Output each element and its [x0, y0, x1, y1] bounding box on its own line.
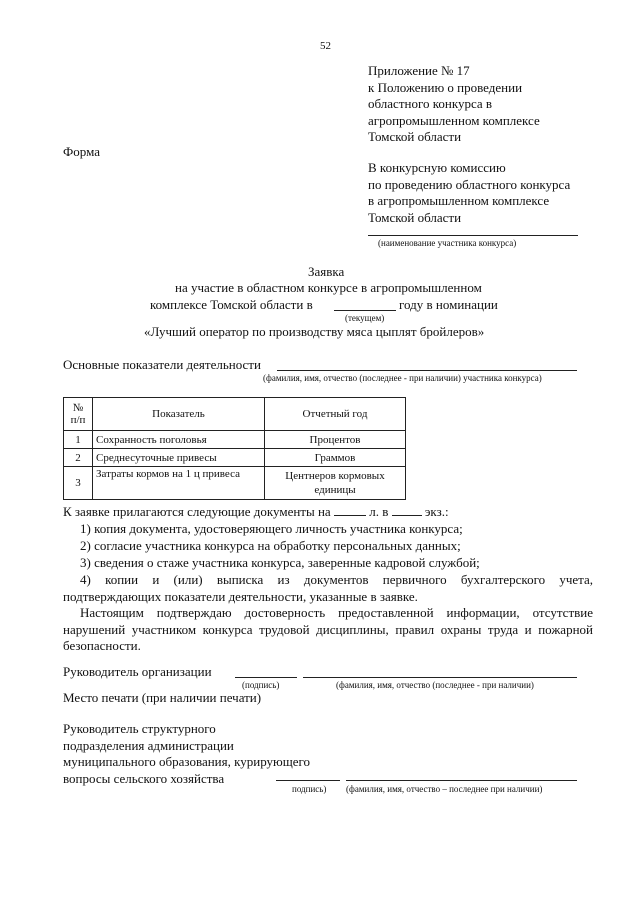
admin-line: муниципального образования, курирующего	[63, 754, 311, 769]
admin-line: Руководитель структурного	[63, 721, 216, 736]
documents-intro-post: экз.:	[424, 504, 449, 519]
head-name-caption: (фамилия, имя, отчество (последнее - при наличии)	[336, 680, 534, 690]
header-cell-year: Отчетный год	[265, 398, 406, 431]
admin-name-line[interactable]	[346, 780, 577, 781]
table-row	[64, 431, 406, 449]
indicators-label: Основные показатели деятельности	[63, 357, 261, 372]
row-num: 3	[64, 467, 93, 500]
stamp-label: Место печати (при наличии печати)	[63, 690, 262, 705]
title-line-1: на участие в областном конкурсе в агропромышленном	[175, 280, 482, 295]
title-line-2-pre: комплексе Томской области в	[150, 297, 313, 312]
title-line-2-post: году в номинации	[399, 297, 498, 312]
table-header-row	[64, 398, 406, 431]
page-number: 52	[320, 40, 331, 52]
nomination: «Лучший оператор по производству мяса цыплят бройлеров»	[144, 324, 485, 339]
admin-name-caption: (фамилия, имя, отчество – последнее при наличии)	[346, 784, 543, 794]
header-cell-indicator: Показатель	[93, 398, 265, 431]
row-num: 2	[64, 449, 93, 467]
addressee-line: в агропромышленном комплексе	[368, 193, 550, 208]
appendix-block	[368, 63, 540, 146]
participant-name-line[interactable]	[368, 235, 578, 236]
row-unit: Граммов	[265, 449, 406, 467]
doc-heading: Заявка	[308, 264, 345, 279]
appendix-line: Томской области	[368, 129, 462, 144]
table-row	[64, 467, 406, 500]
admin-line: подразделения администрации	[63, 737, 234, 753]
documents-intro	[63, 504, 449, 521]
row-unit: Процентов	[265, 431, 406, 449]
admin-block	[63, 721, 310, 787]
appendix-line: агропромышленном комплексе	[368, 112, 540, 128]
table-row	[64, 449, 406, 467]
confirmation-text: Настоящим подтверждаю достоверность предоставленной информации, отсутствие нарушений участником конкурса трудовой дисциплины, правил охраны труда и пожарной безопасности.	[63, 605, 593, 653]
row-indicator: Среднесуточные привесы	[93, 449, 265, 467]
doc-item-2: 2) согласие участника конкурса на обработку персональных данных;	[80, 538, 461, 553]
doc-item-4: 4) копии и (или) выписка из документов первичного бухгалтерского учета, подтверждающих показатели деятельности, указанные в заявке.	[63, 572, 593, 604]
documents-intro-pre: К заявке прилагаются следующие документы на	[63, 504, 331, 519]
doc-item-1: 1) копия документа, удостоверяющего личность участника конкурса;	[80, 521, 463, 536]
row-indicator: Затраты кормов на 1 ц привеса	[93, 467, 265, 500]
row-num: 1	[64, 431, 93, 449]
current-caption: (текущем)	[345, 313, 385, 323]
head-name-line[interactable]	[303, 677, 577, 678]
addressee-line: В конкурсную комиссию	[368, 160, 506, 175]
addressee-line: Томской области	[368, 209, 462, 225]
indicators-table	[63, 397, 406, 500]
head-sign-caption: (подпись)	[242, 680, 280, 690]
doc-item-3: 3) сведения о стаже участника конкурса, заверенные кадровой службой;	[80, 555, 480, 570]
row-indicator: Сохранность поголовья	[93, 431, 265, 449]
documents-intro-mid: л. в	[369, 504, 389, 519]
admin-line: вопросы сельского хозяйства	[63, 770, 225, 786]
pages-blank[interactable]	[334, 515, 366, 516]
admin-signature-line[interactable]	[276, 780, 340, 781]
year-blank[interactable]	[334, 310, 396, 311]
appendix-line: Приложение № 17	[368, 63, 470, 78]
head-label: Руководитель организации	[63, 664, 212, 679]
header-cell-num: № п/п	[64, 398, 93, 431]
head-signature-line[interactable]	[235, 677, 297, 678]
participant-caption: (наименование участника конкурса)	[378, 238, 517, 248]
addressee-line: по проведению областного конкурса	[368, 176, 571, 192]
copies-blank[interactable]	[392, 515, 422, 516]
row-unit: Центнеров кормовых единицы	[265, 467, 406, 500]
form-label: Форма	[63, 144, 100, 159]
appendix-line: областного конкурса в	[368, 96, 493, 111]
admin-sign-caption: подпись)	[292, 784, 327, 794]
appendix-line: к Положению о проведении	[368, 79, 523, 95]
indicators-name-line[interactable]	[277, 370, 577, 371]
indicators-caption: (фамилия, имя, отчество (последнее - при наличии) участника конкурса)	[263, 373, 542, 383]
addressee-block	[368, 160, 570, 226]
